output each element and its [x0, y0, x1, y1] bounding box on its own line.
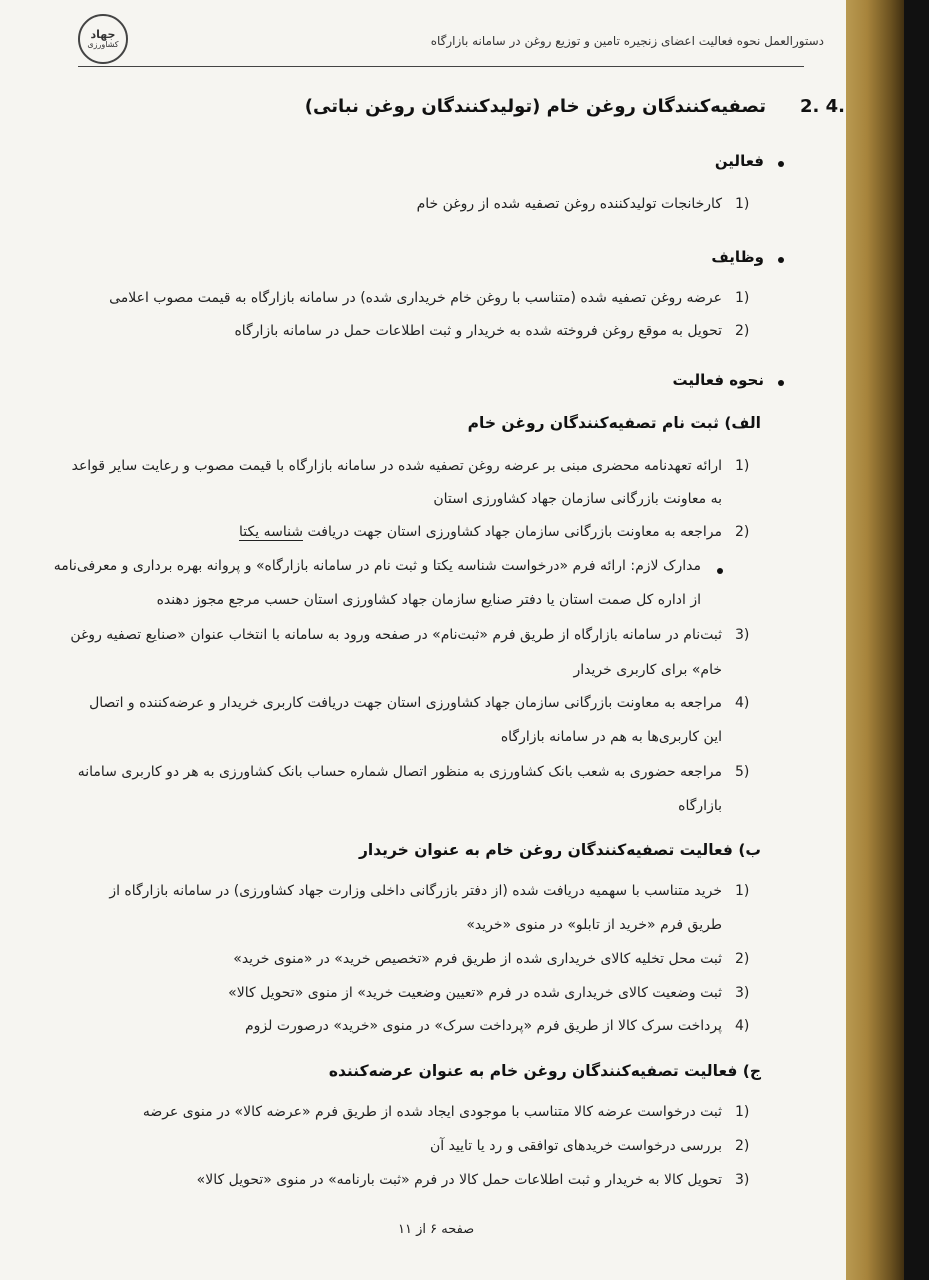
- jim-item-3: تحویل کالا به خریدار و ثبت اطلاعات حمل کالا در فرم «ثبت بارنامه» در منوی «تحویل کالا»: [196, 1172, 722, 1188]
- actors-item-1-number: 1): [735, 196, 750, 212]
- duties-item-2-number: 2): [735, 323, 750, 339]
- header-divider: [78, 66, 804, 67]
- scan-dark-edge: [904, 0, 929, 1280]
- alef-item-4-number: 4): [735, 695, 750, 711]
- alef-heading: الف) ثبت نام تصفیه‌کنندگان روغن خام: [467, 414, 761, 432]
- alef-item-5-number: 5): [735, 764, 750, 780]
- jim-item-2-number: 2): [735, 1138, 750, 1154]
- be-item-1-line-2: طریق فرم «خرید از تابلو» در منوی «خرید»: [466, 917, 722, 933]
- docs-note-line-1: مدارک لازم: ارائه فرم «درخواست شناسه یکتا و ثبت نام در سامانه بازارگاه» و پروانه بهره برداری و معرفی‌نامه: [53, 558, 701, 574]
- jahad-logo: جهاد کشاورزی: [78, 14, 128, 64]
- alef-item-1-line-2: به معاونت بازرگانی سازمان جهاد کشاورزی استان: [433, 491, 722, 507]
- duties-item-1-number: 1): [735, 290, 750, 306]
- duties-heading: وظایف: [711, 248, 764, 266]
- bullet-docs-note: [717, 568, 723, 574]
- be-item-2-number: 2): [735, 951, 750, 967]
- be-item-1-number: 1): [735, 883, 750, 899]
- jim-item-1-number: 1): [735, 1104, 750, 1120]
- duties-item-2: تحویل به موقع روغن فروخته شده به خریدار و ثبت اطلاعات حمل در سامانه بازارگاه: [234, 323, 722, 339]
- docs-note-line-2: از اداره کل صمت استان یا دفتر صنایع سازمان جهاد کشاورزی استان حسب مرجع مجوز دهنده: [156, 592, 701, 608]
- be-item-3-number: 3): [735, 985, 750, 1001]
- jim-item-1: ثبت درخواست عرضه کالا متناسب با موجودی ایجاد شده از طریق فرم «عرضه کالا» در منوی عرضه: [142, 1104, 722, 1120]
- document-header-title: دستورالعمل نحوه فعالیت اعضای زنجیره تامین و توزیع روغن در سامانه بازارگاه: [430, 34, 824, 48]
- alef-item-4-line-2: این کاربری‌ها به هم در سامانه بازارگاه: [500, 729, 722, 745]
- unique-id-term: شناسه یکتا: [239, 524, 304, 540]
- alef-item-1-number: 1): [735, 458, 750, 474]
- be-item-4-number: 4): [735, 1018, 750, 1034]
- section-number: 2. 4.: [800, 96, 845, 117]
- alef-item-5-line-1: مراجعه حضوری به شعب بانک کشاورزی به منظور اتصال شماره حساب بانک کشاورزی به هر دو کاربری سامانه: [77, 764, 722, 780]
- be-item-3: ثبت وضعیت کالای خریداری شده در فرم «تعیین وضعیت خرید» از منوی «تحویل کالا»: [228, 985, 722, 1001]
- jim-heading: ج) فعالیت تصفیه‌کنندگان روغن خام به عنوان عرضه‌کننده: [328, 1062, 761, 1080]
- be-heading: ب) فعالیت تصفیه‌کنندگان روغن خام به عنوان خریدار: [358, 841, 761, 859]
- actors-heading: فعالین: [714, 152, 764, 170]
- alef-item-3-line-2: خام» برای کاربری خریدار: [573, 662, 722, 678]
- duties-item-1: عرضه روغن تصفیه شده (متناسب با روغن خام خریداری شده) در سامانه بازارگاه به قیمت مصوب اعلامی: [109, 290, 722, 306]
- alef-item-5-line-2: بازارگاه: [678, 798, 722, 814]
- book-binding-edge: [846, 0, 906, 1280]
- bullet-actors: [778, 161, 784, 167]
- alef-item-3-number: 3): [735, 627, 750, 643]
- alef-item-3-line-1: ثبت‌نام در سامانه بازارگاه از طریق فرم «ثبت‌نام» در صفحه ورود به سامانه با انتخاب عنوان «صنایع تصفیه روغن: [70, 627, 722, 643]
- bullet-duties: [778, 257, 784, 263]
- activity-heading: نحوه فعالیت: [672, 371, 764, 389]
- be-item-4: پرداخت سرک کالا از طریق فرم «پرداخت سرک» در منوی «خرید» درصورت لزوم: [244, 1018, 722, 1034]
- alef-item-1-line-1: ارائه تعهدنامه محضری مبنی بر عرضه روغن تصفیه شده در سامانه بازارگاه با قیمت مصوب و رعایت سایر قواعد: [71, 458, 722, 474]
- section-title: تصفیه‌کنندگان روغن خام (تولیدکنندگان روغن نباتی): [304, 96, 766, 117]
- be-item-1-line-1: خرید متناسب با سهمیه دریافت شده (از دفتر بازرگانی داخلی وزارت جهاد کشاورزی) در سامانه بازارگاه از: [109, 883, 722, 899]
- actors-item-1: کارخانجات تولیدکننده روغن تصفیه شده از روغن خام: [416, 196, 722, 212]
- alef-item-4-line-1: مراجعه به معاونت بازرگانی سازمان جهاد کشاورزی استان جهت دریافت کاربری خریدار و عرضه‌کننده و اتصال: [89, 695, 722, 711]
- be-item-2: ثبت محل تخلیه کالای خریداری شده از طریق فرم «تخصیص خرید» در «منوی خرید»: [233, 951, 722, 967]
- page-number: صفحه ۶ از ۱۱: [398, 1222, 475, 1237]
- jim-item-3-number: 3): [735, 1172, 750, 1188]
- alef-item-2-number: 2): [735, 524, 750, 540]
- bullet-activity: [778, 380, 784, 386]
- jim-item-2: بررسی درخواست خریدهای توافقی و رد یا تایید آن: [429, 1138, 722, 1154]
- alef-item-2-line-1: مراجعه به معاونت بازرگانی سازمان جهاد کشاورزی استان جهت دریافت شناسه یکتا: [239, 524, 722, 540]
